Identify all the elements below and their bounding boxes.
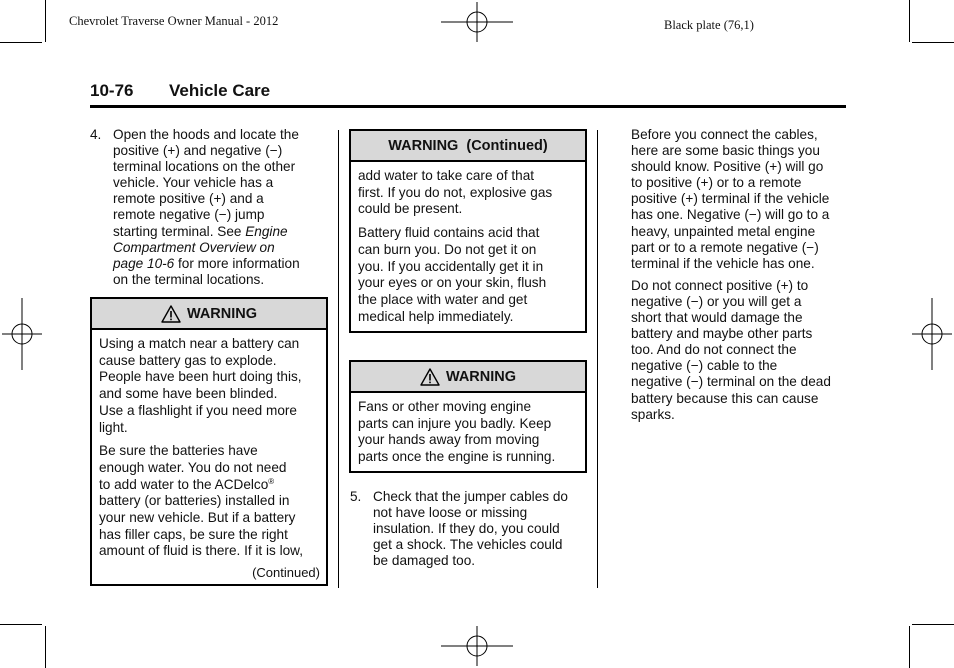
section-title: Vehicle Care (169, 81, 271, 100)
continued-label: (Continued) (252, 565, 320, 580)
crop-mark-top-left-h (0, 42, 42, 43)
warning-body (351, 393, 585, 466)
plate-label: Black plate (76,1) (664, 18, 754, 32)
warning-header (92, 299, 326, 330)
page-heading (90, 81, 846, 108)
warning-box-battery (90, 297, 328, 586)
step-number: 5. (350, 489, 362, 504)
column-divider-right (597, 130, 598, 588)
warning-box-continued (349, 129, 587, 333)
crop-mark-top-right-h (912, 42, 954, 43)
registration-mark-right-icon (912, 298, 952, 370)
warning-box-fans (349, 360, 587, 473)
page-ref-link[interactable]: page 10-6 (113, 255, 175, 271)
step-text: Open the hoods and locate the positive (+) and negative (−) terminal locations on the other vehicle. Your vehicle has a remote positive (+) and a remote negative (−) jump starting terminal. See Engine Compartment Overview on page 10-6 for more information on the terminal locations. (113, 127, 300, 287)
warning-header (351, 362, 585, 393)
page-number: 10-76 (90, 81, 134, 100)
warning-title: WARNING (Continued) (388, 137, 548, 154)
registration-mark-icon: ® (268, 476, 275, 486)
warning-body (92, 330, 326, 560)
warning-paragraph: Using a match near a battery can cause battery gas to explode. People have been hurt doing this, and some have been blinded. Use a flashlight if you need more light. (99, 336, 302, 435)
manual-title: Chevrolet Traverse Owner Manual - 2012 (69, 14, 279, 28)
compartment-link[interactable]: Compartment Overview on (113, 239, 275, 255)
engine-link[interactable]: Engine (245, 223, 288, 239)
warning-paragraph: add water to take care of that first. If you do not, explosive gas could be present. (358, 168, 553, 217)
crop-mark-bottom-left-h (0, 624, 42, 625)
column-divider-left (338, 130, 339, 588)
body-paragraph: Do not connect positive (+) to negative (−) or you will get a short that would damage the battery and maybe other parts too. And do not connect the negative (−) cable to the negative (−) terminal on the dead battery because this can cause sparks. (631, 277, 831, 422)
warning-paragraph: Battery fluid contains acid that can burn you. Do not get it on you. If you accidentally get it in your eyes or on your skin, flush the place with water and get medical help immediately. (358, 225, 547, 324)
warning-body (351, 162, 585, 325)
step-number: 4. (90, 127, 102, 142)
crop-mark-top-left-v (45, 0, 46, 42)
crop-mark-bottom-right-v (909, 626, 910, 668)
crop-mark-bottom-left-v (45, 626, 46, 668)
right-column (631, 127, 851, 423)
crop-mark-top-right-v (909, 0, 910, 42)
warning-title: WARNING (445, 368, 517, 385)
registration-mark-top-icon (441, 2, 513, 42)
warning-paragraph: Be sure the batteries have enough water. You do not need to add water to the ACDelco® battery (or batteries) installed in your new vehicle. But if a battery has filler caps, be sure the right amount of fluid is there. If it is low, (99, 443, 303, 559)
warning-title: WARNING (186, 305, 258, 322)
crop-mark-bottom-right-h (912, 624, 954, 625)
warning-header (351, 131, 585, 162)
warning-triangle-icon (420, 368, 440, 386)
warning-paragraph: Fans or other moving engine parts can injure you badly. Keep your hands away from moving parts once the engine is running. (358, 399, 556, 465)
step-text: Check that the jumper cables do not have loose or missing insulation. If they do, you could get a shock. The vehicles could be damaged too. (373, 489, 568, 569)
body-paragraph: Before you connect the cables, here are some basic things you should know. Positive (+) will go to positive (+) or to a remote positive (+) terminal if the vehicle has one. Negative (−) will go to a heavy, unpainted metal engine part or to a remote negative (−) terminal if the vehicle has one. (631, 127, 830, 271)
registration-mark-left-icon (2, 298, 42, 370)
registration-mark-bottom-icon (441, 626, 513, 666)
warning-triangle-icon (161, 305, 181, 323)
